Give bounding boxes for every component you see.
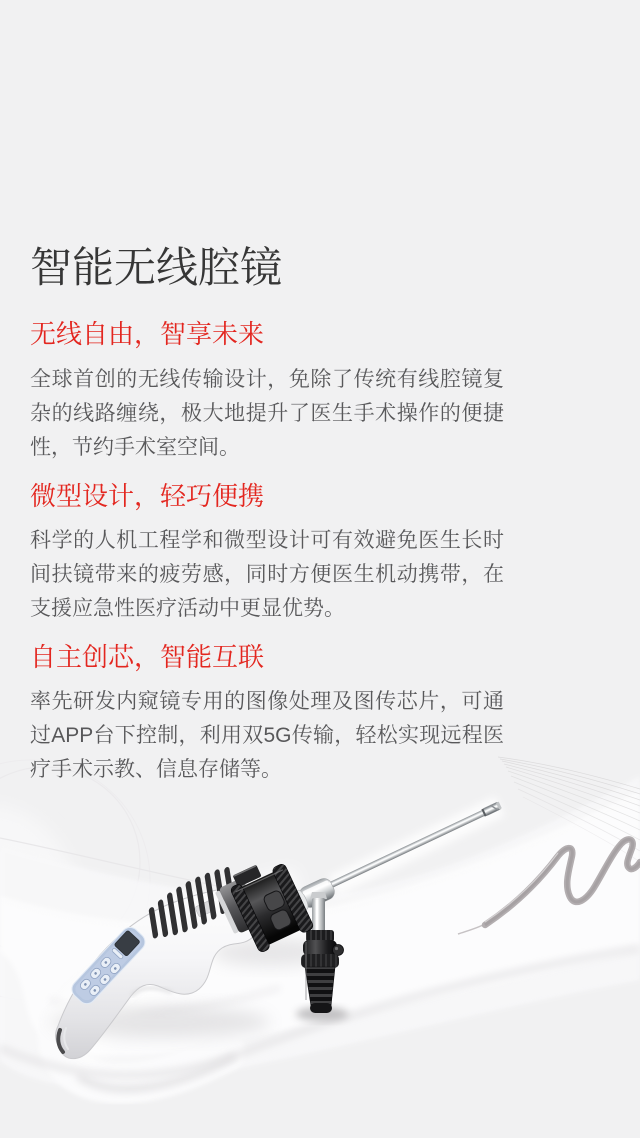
feature-heading-compact: 微型设计，轻巧便携 xyxy=(30,480,265,511)
feature-section-chip xyxy=(30,642,504,787)
feature-body-compact: 科学的人机工程学和微型设计可有效避免医生长时间扶镜带来的疲劳感，同时方便医生机动携带，在支援应急性医疗活动中更显优势。 xyxy=(30,528,504,620)
feature-section-wireless xyxy=(30,319,504,464)
feature-body-chip: 率先研发内窥镜专用的图像处理及图传芯片，可通过APP台下控制，利用双5G传输，轻松实现远程医疗手术示教、信息存储等。 xyxy=(30,689,504,781)
feature-heading-chip: 自主创芯，智能互联 xyxy=(30,641,265,672)
feature-section-compact xyxy=(30,481,504,626)
light-post xyxy=(310,892,327,935)
connector-knob xyxy=(333,945,344,956)
feature-heading-wireless: 无线自由，智享未来 xyxy=(30,319,265,350)
feature-body-wireless: 全球首创的无线传输设计，免除了传统有线腔镜复杂的线路缠绕，极大地提升了医生手术操作的便捷性，节约手术室空间。 xyxy=(30,367,504,459)
page-title: 智能无线腔镜 xyxy=(30,244,283,291)
intro-copy xyxy=(30,243,504,787)
